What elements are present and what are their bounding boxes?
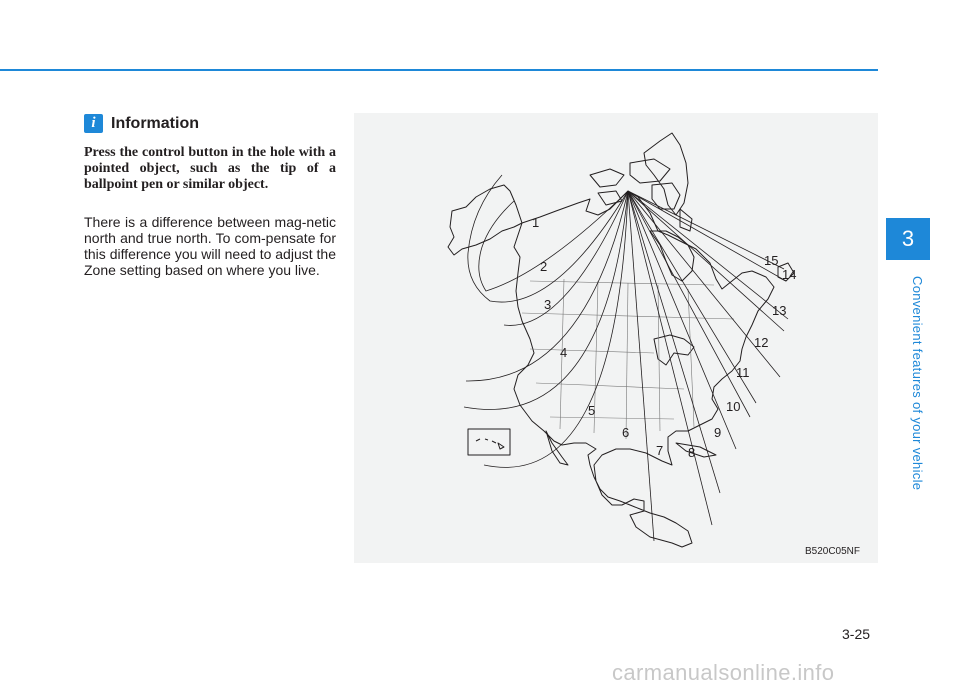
zone-label-13: 13 (772, 303, 787, 318)
figure-code: B520C05NF (804, 546, 860, 557)
zone-label-1: 1 (532, 215, 540, 230)
zone-label-2: 2 (540, 259, 548, 274)
zone-label-11: 11 (736, 365, 750, 380)
zone-label-15: 15 (764, 253, 779, 268)
zone-label-8: 8 (688, 445, 696, 460)
north-america-map (354, 113, 878, 563)
zone-label-4: 4 (560, 345, 568, 360)
info-icon: i (84, 114, 103, 133)
zone-label-5: 5 (588, 403, 596, 418)
zone-label-14: 14 (782, 267, 797, 282)
zone-label-9: 9 (714, 425, 722, 440)
hawaii-islands (476, 439, 504, 449)
page-number: 3-25 (842, 626, 871, 642)
alaska-outline (448, 185, 522, 255)
chapter-number-tab: 3 (886, 218, 930, 260)
information-title: Information (111, 114, 199, 132)
zone-label-10: 10 (726, 399, 741, 414)
information-note: Press the control button in the hole with a pointed object, such as the tip of a ballpoint pen or similar object. (84, 145, 336, 192)
header-rule (0, 69, 878, 71)
zone-label-3: 3 (544, 297, 552, 312)
chapter-title: Convenient features of your vehicle (910, 275, 925, 491)
hawaii-inset-box (468, 429, 510, 455)
watermark: carmanualsonline.info (612, 660, 835, 685)
arctic-island-2 (630, 159, 670, 183)
compass-zone-map (354, 113, 878, 563)
arctic-island-1 (590, 169, 624, 187)
arctic-island-3 (598, 191, 622, 205)
zone-label-12: 12 (754, 335, 769, 350)
zone-explanation: There is a difference between mag-netic north and true north. To com-pensate for this difference you will need to adjust the Zone setting based on where you live. (84, 214, 336, 278)
information-heading (84, 114, 199, 133)
zone-label-6: 6 (622, 425, 630, 440)
great-lakes-outline (654, 335, 694, 365)
cuba-outline (676, 443, 716, 457)
zone-label-7: 7 (656, 443, 664, 458)
